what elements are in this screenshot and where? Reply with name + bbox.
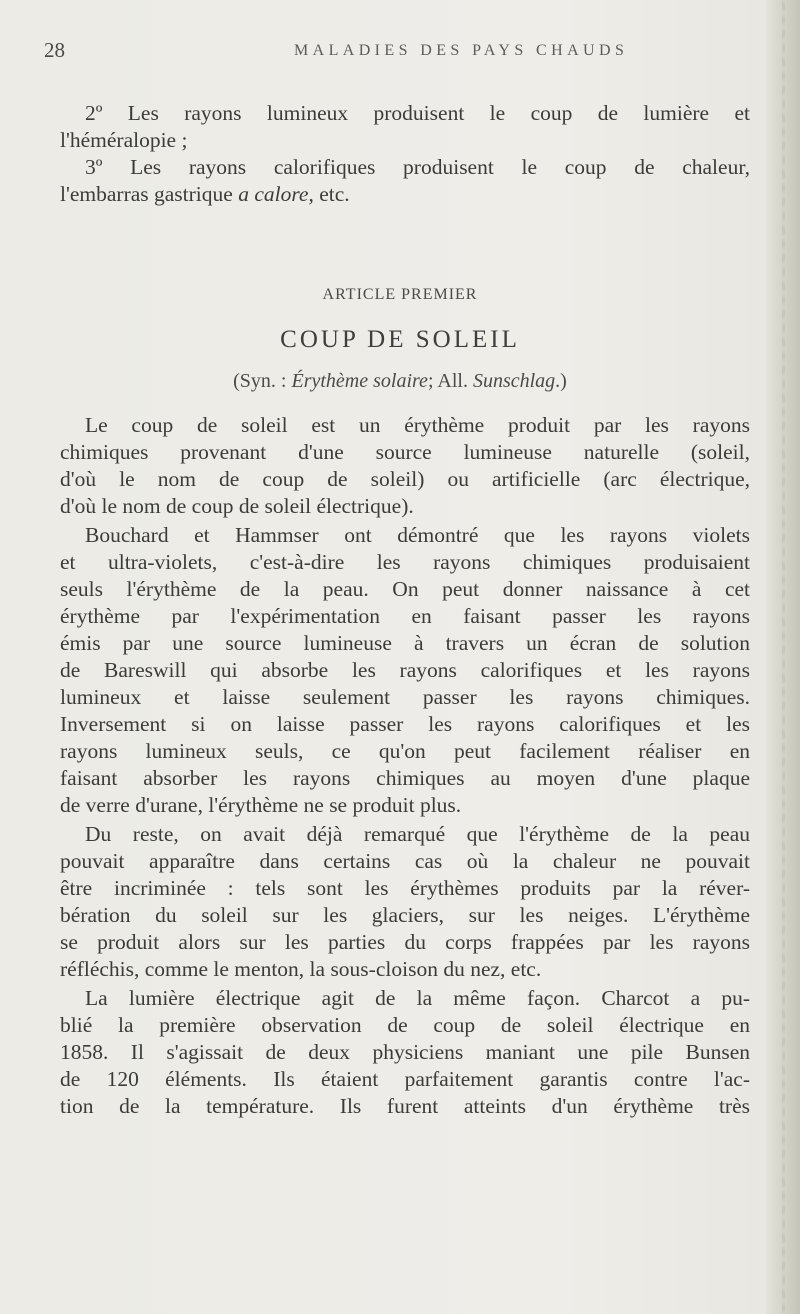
synonym-prefix: (Syn. :: [233, 370, 292, 392]
synonym-separator: ; All.: [427, 370, 473, 392]
p4-line-4: de 120 éléments. Ils étaient parfaitement garantis contre l'ac-: [60, 1067, 750, 1091]
p2-line-10: faisant absorber les rayons chimiques au moyen d'une plaque: [60, 766, 750, 790]
p1-line-3: d'où le nom de coup de soleil) ou artificielle (arc électrique,: [60, 467, 750, 491]
intro-line-1: 2º Les rayons lumineux produisent le coup de lumière et: [85, 101, 750, 125]
p2-line-3: seuls l'érythème de la peau. On peut donner naissance à cet: [60, 577, 750, 601]
p1-line-2: chimiques provenant d'une source lumineuse naturelle (soleil,: [60, 440, 750, 464]
p2-line-1: Bouchard et Hammser ont démontré que les rayons violets: [85, 523, 750, 547]
article-label: ARTICLE PREMIER: [322, 286, 478, 303]
p3-line-3: être incriminée : tels sont les érythèmes produits par la réver-: [60, 876, 750, 900]
intro-line-3: 3º Les rayons calorifiques produisent le coup de chaleur,: [85, 155, 750, 179]
p4-line-2: blié la première observation de coup de soleil électrique en: [60, 1013, 750, 1037]
p2-line-4: érythème par l'expérimentation en faisant passer les rayons: [60, 604, 750, 628]
intro-line-4: [60, 181, 750, 208]
synonym-line: [0, 370, 800, 393]
intro-italic: a calore: [238, 182, 309, 206]
p3-line-6: réfléchis, comme le menton, la sous-cloison du nez, etc.: [60, 957, 542, 981]
p3-line-2: pouvait apparaître dans certains cas où la chaleur ne pouvait: [60, 849, 750, 873]
p3-line-1: Du reste, on avait déjà remarqué que l'érythème de la peau: [85, 822, 750, 846]
intro-line-2: l'héméralopie ;: [60, 128, 188, 152]
page-edge-shadow: [766, 0, 800, 1314]
synonym-suffix: .): [555, 370, 567, 392]
p4-line-3: 1858. Il s'agissait de deux physiciens maniant une pile Bunsen: [60, 1040, 750, 1064]
p1-line-4: d'où le nom de coup de soleil électrique).: [60, 494, 414, 518]
p2-line-6: de Bareswill qui absorbe les rayons calorifiques et les rayons: [60, 658, 750, 682]
p2-line-8: Inversement si on laisse passer les rayons calorifiques et les: [60, 712, 750, 736]
p4-line-5: tion de la température. Ils furent atteints d'un érythème très: [60, 1094, 750, 1118]
p3-line-5: se produit alors sur les parties du corps frappées par les rayons: [60, 930, 750, 954]
synonym-term-2: Sunschlag: [472, 370, 556, 392]
p2-line-2: et ultra-violets, c'est-à-dire les rayons chimiques produisaient: [60, 550, 750, 574]
intro-tail: , etc.: [308, 182, 350, 206]
running-head-title: MALADIES DES PAYS CHAUDS: [294, 42, 629, 59]
p2-line-7: lumineux et laisse seulement passer les rayons chimiques.: [60, 685, 750, 709]
p3-line-4: bération du soleil sur les glaciers, sur les neiges. L'érythème: [60, 903, 750, 927]
p2-line-5: émis par une source lumineuse à travers un écran de solution: [60, 631, 750, 655]
p2-line-9: rayons lumineux seuls, ce qu'on peut facilement réaliser en: [60, 739, 750, 763]
intro-line-4-text: l'embarras gastrique: [60, 182, 239, 206]
running-head: [44, 38, 750, 64]
p2-line-11: de verre d'urane, l'érythème ne se produit plus.: [60, 793, 462, 817]
p4-line-1: La lumière électrique agit de la même façon. Charcot a pu-: [85, 986, 750, 1010]
section-title: COUP DE SOLEIL: [280, 326, 520, 353]
page-number: 28: [44, 38, 65, 62]
synonym-term-1: Érythème solaire: [291, 370, 428, 392]
p1-line-1: Le coup de soleil est un érythème produit par les rayons: [85, 413, 750, 437]
